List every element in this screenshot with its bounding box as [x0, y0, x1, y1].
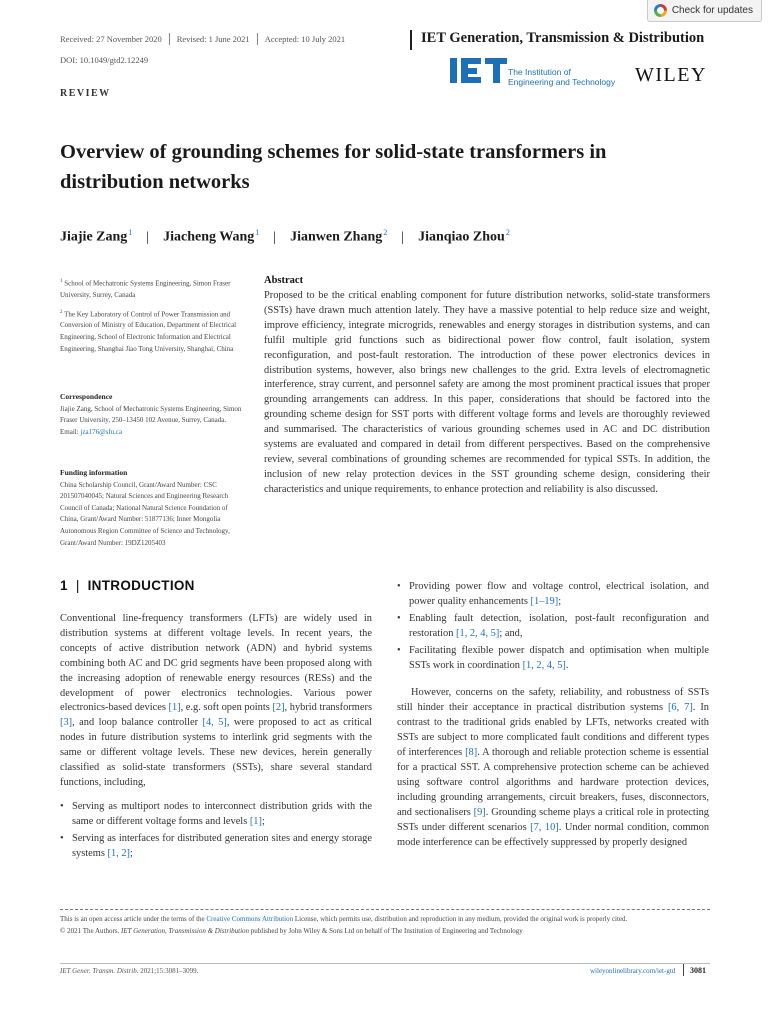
citation-link[interactable]: [2] [272, 702, 285, 714]
citation-link[interactable]: [1, 2, 4, 5] [456, 627, 500, 639]
list-item: • Serving as interfaces for distributed generation sites and energy storage systems [1, 2]; [60, 832, 372, 862]
citation-link[interactable]: [6, 7] [667, 702, 693, 714]
funding-heading: Funding information [60, 468, 128, 477]
date-separator [257, 33, 258, 45]
article-title: Overview of grounding schemes for solid-state transformers in distribution networks [60, 141, 607, 193]
section-heading: 1 | INTRODUCTION [60, 578, 195, 593]
author[interactable]: Jiajie Zang$^1$ [60, 228, 133, 245]
affiliations [60, 276, 245, 355]
citation-link[interactable]: [1–19] [530, 595, 559, 607]
footer-divider [60, 963, 710, 964]
correspondence-text: Jiajie Zang, School of Mechatronic Systems Engineering, Simon Fraser University, 250–13450 102 Avenue, Surrey, Canada. [60, 404, 242, 425]
right-column [397, 580, 709, 850]
body-paragraph: However, concerns on the safety, reliability, and robustness of SSTs still hinder their acceptance in practical distribution systems [6, 7]. In contrast to the traditional grids enabled by LFTs, networks created with SSTs are subject to more complicated fault conditions and different types of interferences [8]. A thorough and reliable protection scheme is essential for a practical SST. A comprehensive protection scheme can be achieved using software control algorithms and hardware protection devices, including grounding arrangements, circuit breakers, fuses, disconnectors, and sectionalisers [9]. Grounding scheme plays a critical role in protecting SSTs under different scenarios [7, 10]. Under normal condition, common mode interference can be effectively suppressed by properly designed [397, 687, 710, 848]
citation-link[interactable]: [1, 2] [107, 847, 131, 859]
wiley-logo: WILEY [635, 64, 707, 86]
list-item: • Serving as multiport nodes to interconnect distribution grids with the same or different voltage forms and levels [1]; [60, 800, 372, 830]
affiliation-2: $^2$ The Key Laboratory of Control of Power Transmission and Conversion of Ministry of Education, Department of Electrical Engineering, School of Electronic Information and Electrical Engineering, Shanghai Jiao Tong University, Shanghai, China [60, 309, 237, 353]
article-dates [60, 33, 345, 45]
journal-divider [410, 30, 412, 50]
footnote-divider [60, 909, 710, 910]
citation-link[interactable]: [1, 2, 4, 5] [522, 659, 566, 671]
journal-title: IET Generation, Transmission & Distribution [421, 30, 705, 46]
list-item: • Facilitating flexible power dispatch and optimisation when multiple SSTs work in coordination [1, 2, 4, 5]. [397, 644, 709, 674]
doi: DOI: 10.1049/gtd2.12249 [60, 55, 149, 65]
list-item: • Providing power flow and voltage control, electrical isolation, and power quality enhancements [1–19]; [397, 580, 709, 610]
journal-url-link[interactable]: wileyonlinelibrary.com/iet-gtd [590, 967, 676, 975]
email-link[interactable]: jza176@sfu.ca [80, 427, 123, 436]
citation-link[interactable]: [4, 5] [202, 717, 227, 729]
function-list-continued [397, 580, 709, 673]
date-separator [169, 33, 170, 45]
intro-paragraph: Conventional line-frequency transformers (LFTs) are widely used in distribution systems at different voltage levels. In recent years, the concepts of active distribution network (ADN) and hybrid systems combining both AC and DC grid segments have been proposed along with the increasing adoption of renewable energy resources (RESs) and the development of power electronics technologies. Various power electronics-based devices [1], e.g. soft open points [2], hybrid transformers [3], and loop balance controller [4, 5], were proposed to act as critical nodes in future distribution systems to interlink grid segments with the same or different voltage levels. These new devices, herein generally classified as solid-state transformers (SSTs), share several standard functions, including, [60, 613, 372, 788]
citation-line: IET Gener. Transm. Distrib. 2021;15:3081–3099. [60, 967, 199, 975]
copyright-notice: © 2021 The Authors. IET Generation, Transmission & Distribution published by John Wiley & Sons Ltd on behalf of The Institution of Engineering and Technology [60, 926, 523, 935]
iet-logo-text: The Institution of Engineering and Technology [508, 67, 616, 87]
citation-link[interactable]: [1] [249, 815, 262, 827]
function-list [60, 800, 372, 862]
funding-text: China Scholarship Council, Grant/Award Number: CSC 201507040045; Natural Sciences and Engineering Research Council of Canada; National Natural Science Foundation of China, Grant/Award Number: 51877136; Inner Mongolia Autonomous Region Committee of Science and Technology, Grant/Award Number: 19DZ1205403 [60, 480, 230, 547]
citation-link[interactable]: [8] [465, 747, 478, 759]
correspondence-email: Email: jza176@sfu.ca [60, 427, 123, 436]
check-for-updates-label: Check for updates [671, 5, 753, 16]
article-type: REVIEW [60, 88, 111, 99]
crossmark-icon [654, 4, 667, 17]
funding-information [60, 467, 245, 549]
received-date: Received: 27 November 2020 [60, 34, 162, 44]
author-list: Jiajie Zang$^1$ | Jiacheng Wang$^1$ | Jianwen Zhang$^2$ | Jianqiao Zhou$^2$ [60, 228, 510, 245]
correspondence-heading: Correspondence [60, 392, 113, 401]
iet-logo-icon [450, 58, 507, 83]
citation-link[interactable]: [9] [473, 806, 486, 818]
affiliation-1: $^1$ School of Mechatronic Systems Engineering, Simon Fraser University, Surrey, Canada [60, 279, 231, 299]
revised-date: Revised: 1 June 2021 [176, 34, 250, 44]
abstract-heading: Abstract [264, 275, 304, 286]
page-number: 3081 [690, 966, 706, 975]
abstract-text: Proposed to be the critical enabling component for future distribution networks, solid-state transformers (SSTs) have drawn much attention lately. They have a massive potential to help reduce size and weight, improve efficiency, integrate microgrids, renewables and energy storages in distribution systems, and can fulfil multiple grid functions such as bidirectional power flow control, fault isolation, system reconfiguration, and post-fault restoration. The introduction of these power electronics devices in distribution systems, however, also brings new challenges to the grid. Extra levels of electromagnetic interference, stray current, and personnel safety are among the most prominent practical issues that proper grounding arrangements can address. In this paper, considerations that should be factored into the grounding scheme design for SST ports with different voltage forms and levels are thoroughly reviewed and summarised. The characteristics of various grounding schemes used in AC and DC distribution systems are evaluated and compared in detail from different perspectives. Based on the comprehensive review, several combinations of grounding schemes are recommended for typical SSTs. In addition, the inclusion of new relay protection devices in the SST grounding scheme design, considering their characteristics and unique requirements, to enhance protection and reliability is also discussed. [264, 290, 710, 495]
footer-separator [683, 964, 684, 976]
left-column [60, 612, 372, 864]
citation-link[interactable]: [3] [60, 717, 73, 729]
list-item: • Enabling fault detection, isolation, post-fault reconfiguration and restoration [1, 2, 4, 5]; and, [397, 612, 709, 642]
accepted-date: Accepted: 10 July 2021 [264, 34, 346, 44]
license-notice: This is an open access article under the terms of the Creative Commons Attribution License, which permits use, distribution and reproduction in any medium, provided the original work is properly cited. [60, 915, 628, 923]
check-for-updates-button[interactable] [647, 0, 762, 22]
correspondence [60, 391, 245, 438]
citation-link[interactable]: [1] [168, 702, 181, 714]
license-link[interactable]: Creative Commons Attribution [206, 915, 294, 923]
citation-link[interactable]: [7, 10] [530, 821, 559, 833]
license-footnote [60, 914, 710, 937]
author[interactable]: Jianqiao Zhou$^2$ [418, 228, 510, 245]
author[interactable]: Jiacheng Wang$^1$ [163, 228, 260, 245]
author[interactable]: Jianwen Zhang$^2$ [290, 228, 388, 245]
